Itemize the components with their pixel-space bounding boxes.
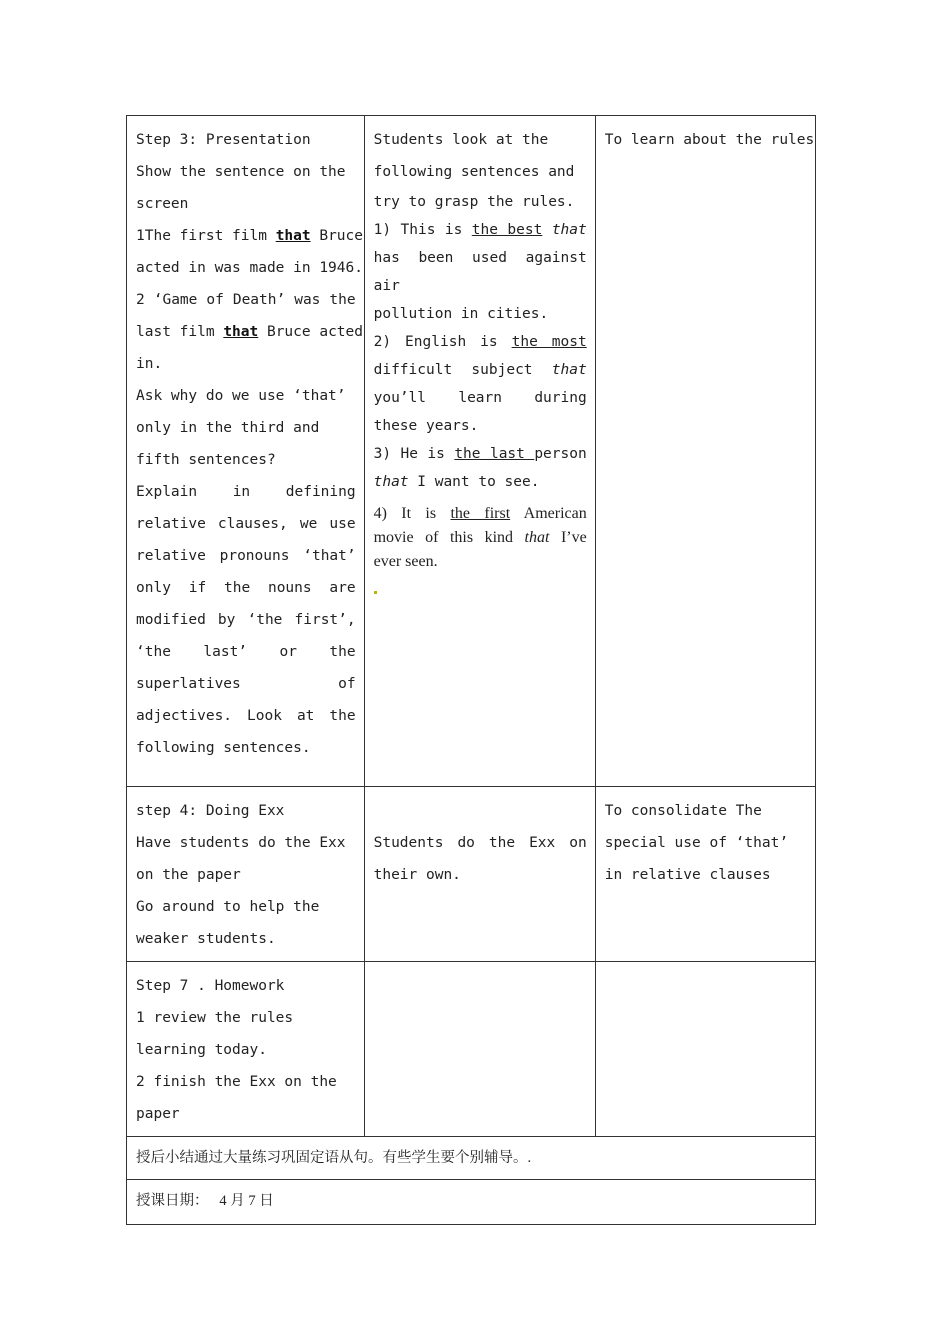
table-row-step4 [127,787,816,962]
step3-text: Show the sentence on the [136,164,346,180]
step4-text: Go around to help the [136,899,320,915]
step4-title: step 4: Doing Exx [136,803,285,819]
example-2-end: these years. [373,418,479,434]
aim-text: To learn about the rules [604,132,815,148]
lesson-plan-table [126,115,816,1225]
explain-text: ‘the last’ or the [136,644,356,660]
student-activity-text: following sentences and [373,164,575,180]
step7-aim-cell [595,962,815,1137]
table-row-summary [127,1137,816,1180]
step4-student-cell [364,787,595,962]
table-row-step7 [127,962,816,1137]
step4-text: on the paper [136,867,241,883]
step7-text: 1 review the rules [136,1010,294,1026]
step4-text: Have students do the Exx [136,835,346,851]
sentence-2: 2 ‘Game of Death’ was the [136,292,356,308]
explain-text: adjectives. Look at the [136,708,356,724]
example-4: 4) It is the first American [373,505,587,522]
date-value: 4 月 7 日 [219,1193,274,1209]
table-row-step3 [127,116,816,787]
example-1-end: pollution in cities. [373,306,549,322]
step7-text: paper [136,1106,180,1122]
question-text: Ask why do we use ‘that’ [136,388,346,404]
step3-teacher-cell [127,116,365,787]
step4-aim-cell [595,787,815,962]
step7-student-cell [364,962,595,1137]
student-activity-text: try to grasp the rules. [373,194,575,210]
step7-teacher-cell [127,962,365,1137]
explain-text: superlatives of [136,676,356,692]
aim-text: To consolidate The [604,803,762,819]
example-3: 3) He is the last person [373,446,587,462]
table-row-date [127,1180,816,1225]
step3-text: screen [136,196,189,212]
stray-mark [374,574,587,594]
student-activity-text: Students look at the [373,132,549,148]
step7-title: Step 7 . Homework [136,978,285,994]
summary-cell: 授后小结通过大量练习巩固定语从句。有些学生要个别辅导。. [127,1137,816,1180]
question-text: fifth sentences? [136,452,276,468]
sentence-1: 1The first film that Bruce [136,228,363,244]
example-2-cont: difficult subject that [373,362,587,378]
explain-text: relative clauses, we use [136,516,356,532]
aim-text: special use of ‘that’ [604,835,789,851]
example-4-image-text [374,502,587,574]
example-2: 2) English is the most [373,334,587,350]
step4-teacher-cell [127,787,365,962]
date-label: 授课日期： [136,1193,209,1209]
student-activity-text: their own. [373,867,461,883]
step7-text: 2 finish the Exx on the [136,1074,337,1090]
example-2-cont2: you’ll learn during [373,390,587,406]
example-1-cont: has been used against air [373,250,587,294]
explain-text: only if the nouns are [136,580,356,596]
sentence-2-cont: last film that Bruce acted [136,324,363,340]
student-activity-text: Students do the Exx on [373,835,587,851]
example-1: 1) This is the best that [373,222,587,238]
question-text: only in the third and [136,420,320,436]
sentence-1-cont: acted in was made in 1946. [136,260,363,276]
date-cell [127,1180,816,1225]
explain-text: relative pronouns ‘that’ [136,548,356,564]
step4-text: weaker students. [136,931,276,947]
aim-text: in relative clauses [604,867,771,883]
explain-text: modified by ‘the first’, [136,612,356,628]
example-3-cont: that I want to see. [373,474,540,490]
example-4-end: ever seen. [373,553,438,570]
step3-aim-cell [595,116,815,787]
step7-text: learning today. [136,1042,267,1058]
example-4-cont: movie of this kind that I’ve [373,529,587,546]
explain-text: Explain in defining [136,484,356,500]
step3-student-cell [364,116,595,787]
sentence-2-end: in. [136,356,163,372]
step3-title: Step 3: Presentation [136,132,311,148]
explain-text: following sentences. [136,740,311,756]
